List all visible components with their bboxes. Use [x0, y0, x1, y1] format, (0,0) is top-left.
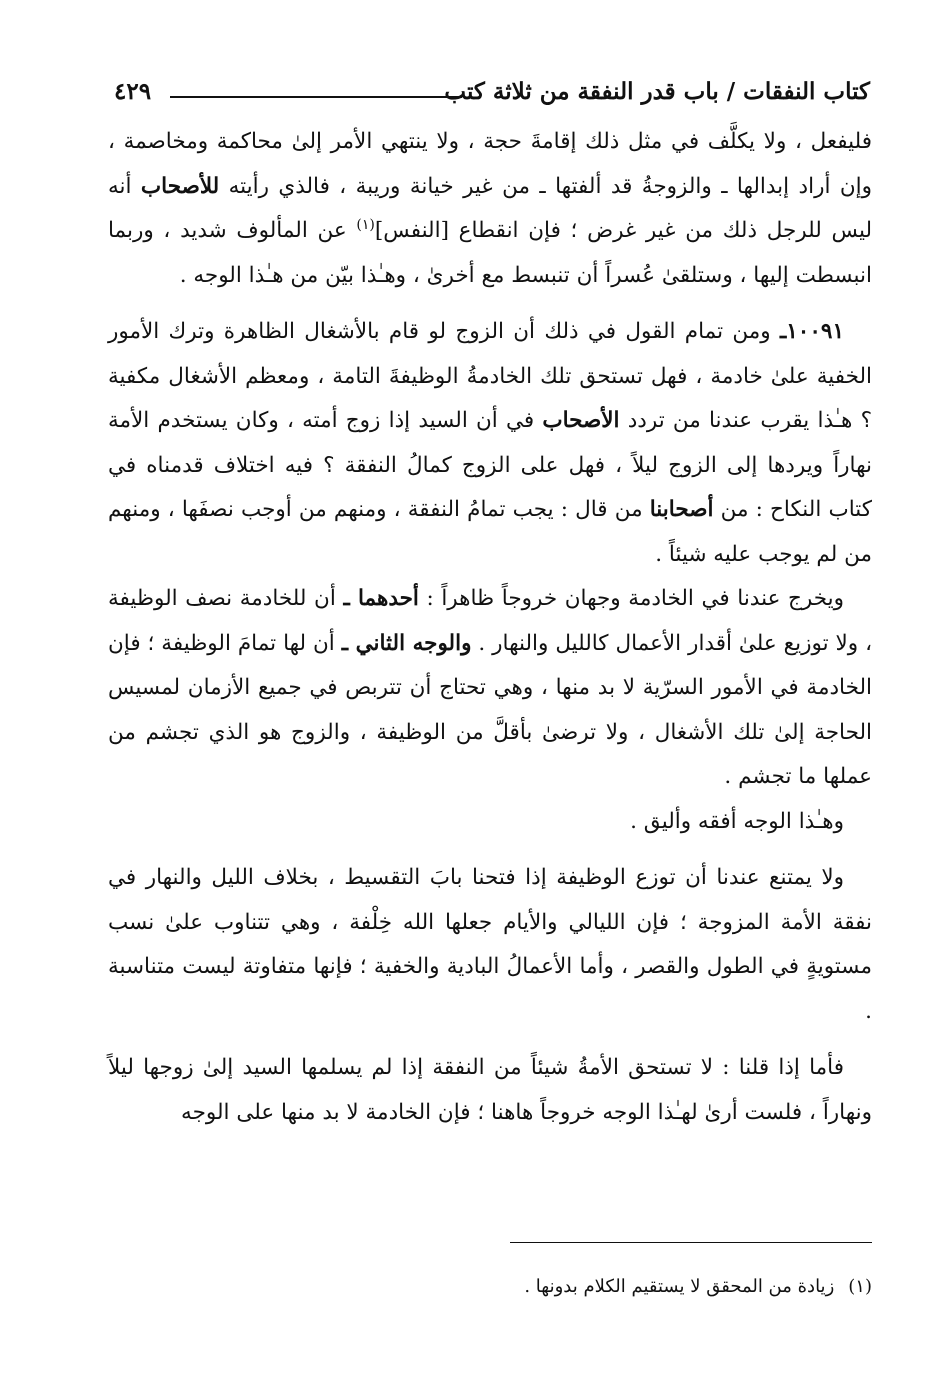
- footnotes: [108, 1272, 872, 1302]
- running-header: [110, 72, 870, 116]
- paragraph-2: [108, 310, 872, 577]
- paragraph-2-bold-ashabuna: أصحابنا: [649, 497, 714, 522]
- header-rule: [170, 96, 462, 98]
- footnote-text: زيادة من المحقق لا يستقيم الكلام بدونها .: [524, 1276, 835, 1297]
- paragraph-2-bold-ashab: الأصحاب: [542, 408, 620, 433]
- paragraph-6: فأما إذا قلنا : لا تستحق الأمةُ شيئاً من النفقة إذا لم يسلمها السيد إلىٰ زوجها ليلاً ونهاراً ، فلست أرىٰ لهـٰذا الوجه خروجاً هاهنا ؛ فإن الخادمة لا بد منها على الوجه: [108, 1055, 872, 1125]
- paragraph-4: وهـٰذا الوجه أفقه وأليق .: [630, 808, 844, 834]
- issue-number: ١٠٠٩١ـ: [779, 319, 844, 344]
- paragraph-1-bold-ashab: للأصحاب: [140, 173, 220, 199]
- footnote-rule: [510, 1242, 872, 1243]
- paragraph-2-text-c: في أن السيد إذا زوج أمته ، وكان يستخدم الأمة نهاراً ويردها إلى الزوج ليلاً ، فهل على الزوج كمالُ النفقة ؟ فيه اختلاف قدمناه في كتاب النكاح : من: [108, 408, 872, 522]
- paragraph-5: ولا يمتنع عندنا أن توزع الوظيفة إذا فتحنا بابَ التقسيط ، بخلاف الليل والنهار في نفقة الأمة المزوجة ؛ فإن الليالي والأيام جعلها الله خِلْفة ، وهي تتناوب علىٰ نسب مستويةٍ في الطول والقصر ، وأما الأعمالُ البادية والخفية ؛ فإنها متفاوتة ليست متناسبة .: [108, 865, 872, 1024]
- paragraph-1-text-d: عن المألوف شديد ، وربما انبسطت إليها ، وستلقىٰ عُسراً أن تنبسط مع أخرىٰ ، وهـٰذا بيّن من هـٰذا الوجه .: [108, 218, 872, 288]
- paragraph-2-text-a: ومن تمام القول في ذلك أن الزوج لو قام بالأشغال الظاهرة وترك الأمور الخفية علىٰ خادمة ، فهل تستحق تلك الخادمةُ الوظيفةَ التامة ، ومعظم الأشغال مكفية ؟ هـٰذا يقرب عندنا من تردد: [108, 319, 872, 433]
- paragraph-3: [108, 577, 872, 800]
- paragraph-3-bold-second: والوجه الثاني ـ: [341, 630, 472, 656]
- header-title: كتاب النفقات / باب قدر النفقة من ثلاثة كتب: [444, 78, 870, 105]
- paragraph-3-bold-first: أحدهما ـ: [343, 586, 419, 611]
- paragraph-3-text-c: أن للخادمة نصف الوظيفة ، ولا توزيع علىٰ أقدار الأعمال كالليل والنهار .: [108, 586, 873, 656]
- paragraph-3-text-a: ويخرج عندنا في الخادمة وجهان خروجاً ظاهراً :: [418, 586, 845, 611]
- main-text: [108, 120, 872, 1135]
- paragraph-1: [108, 120, 872, 298]
- page-number: ٤٢٩: [114, 78, 152, 105]
- paragraph-3-text-e: أن لها تمامَ الوظيفة ؛ فإن الخادمة في الأمور السرّية لا بد منها ، وهي تحتاج أن تتربص في جميع الأزمان لمسيس الحاجة إلىٰ تلك الأشغال ، ولا ترضىٰ بأقلَّ من الوظيفة ، والزوج هو الذي تجشم من عملها ما تجشم .: [108, 630, 872, 789]
- footnote-reference: (١): [356, 216, 375, 233]
- footnote-mark: (١): [848, 1276, 872, 1297]
- paragraph-2-text-e: من قال : يجب تمامُ النفقة ، ومنهم من أوجب نصفَها ، ومنهم من لم يوجب عليه شيئاً .: [108, 497, 872, 567]
- paragraph-1-text-a: فليفعل ، ولا يكلَّف في مثل ذلك إقامةَ حجة ، ولا ينتهي الأمر إلىٰ محاكمة ومخاصمة ، وإن أراد إبدالها ـ والزوجةُ قد ألفتها ـ من غير خيانة وريبة ، فالذي رأيته: [108, 129, 872, 199]
- paragraph-1-text-c: أنه ليس للرجل ذلك من غير غرض ؛ فإن انقطاع [النفس]: [108, 173, 872, 243]
